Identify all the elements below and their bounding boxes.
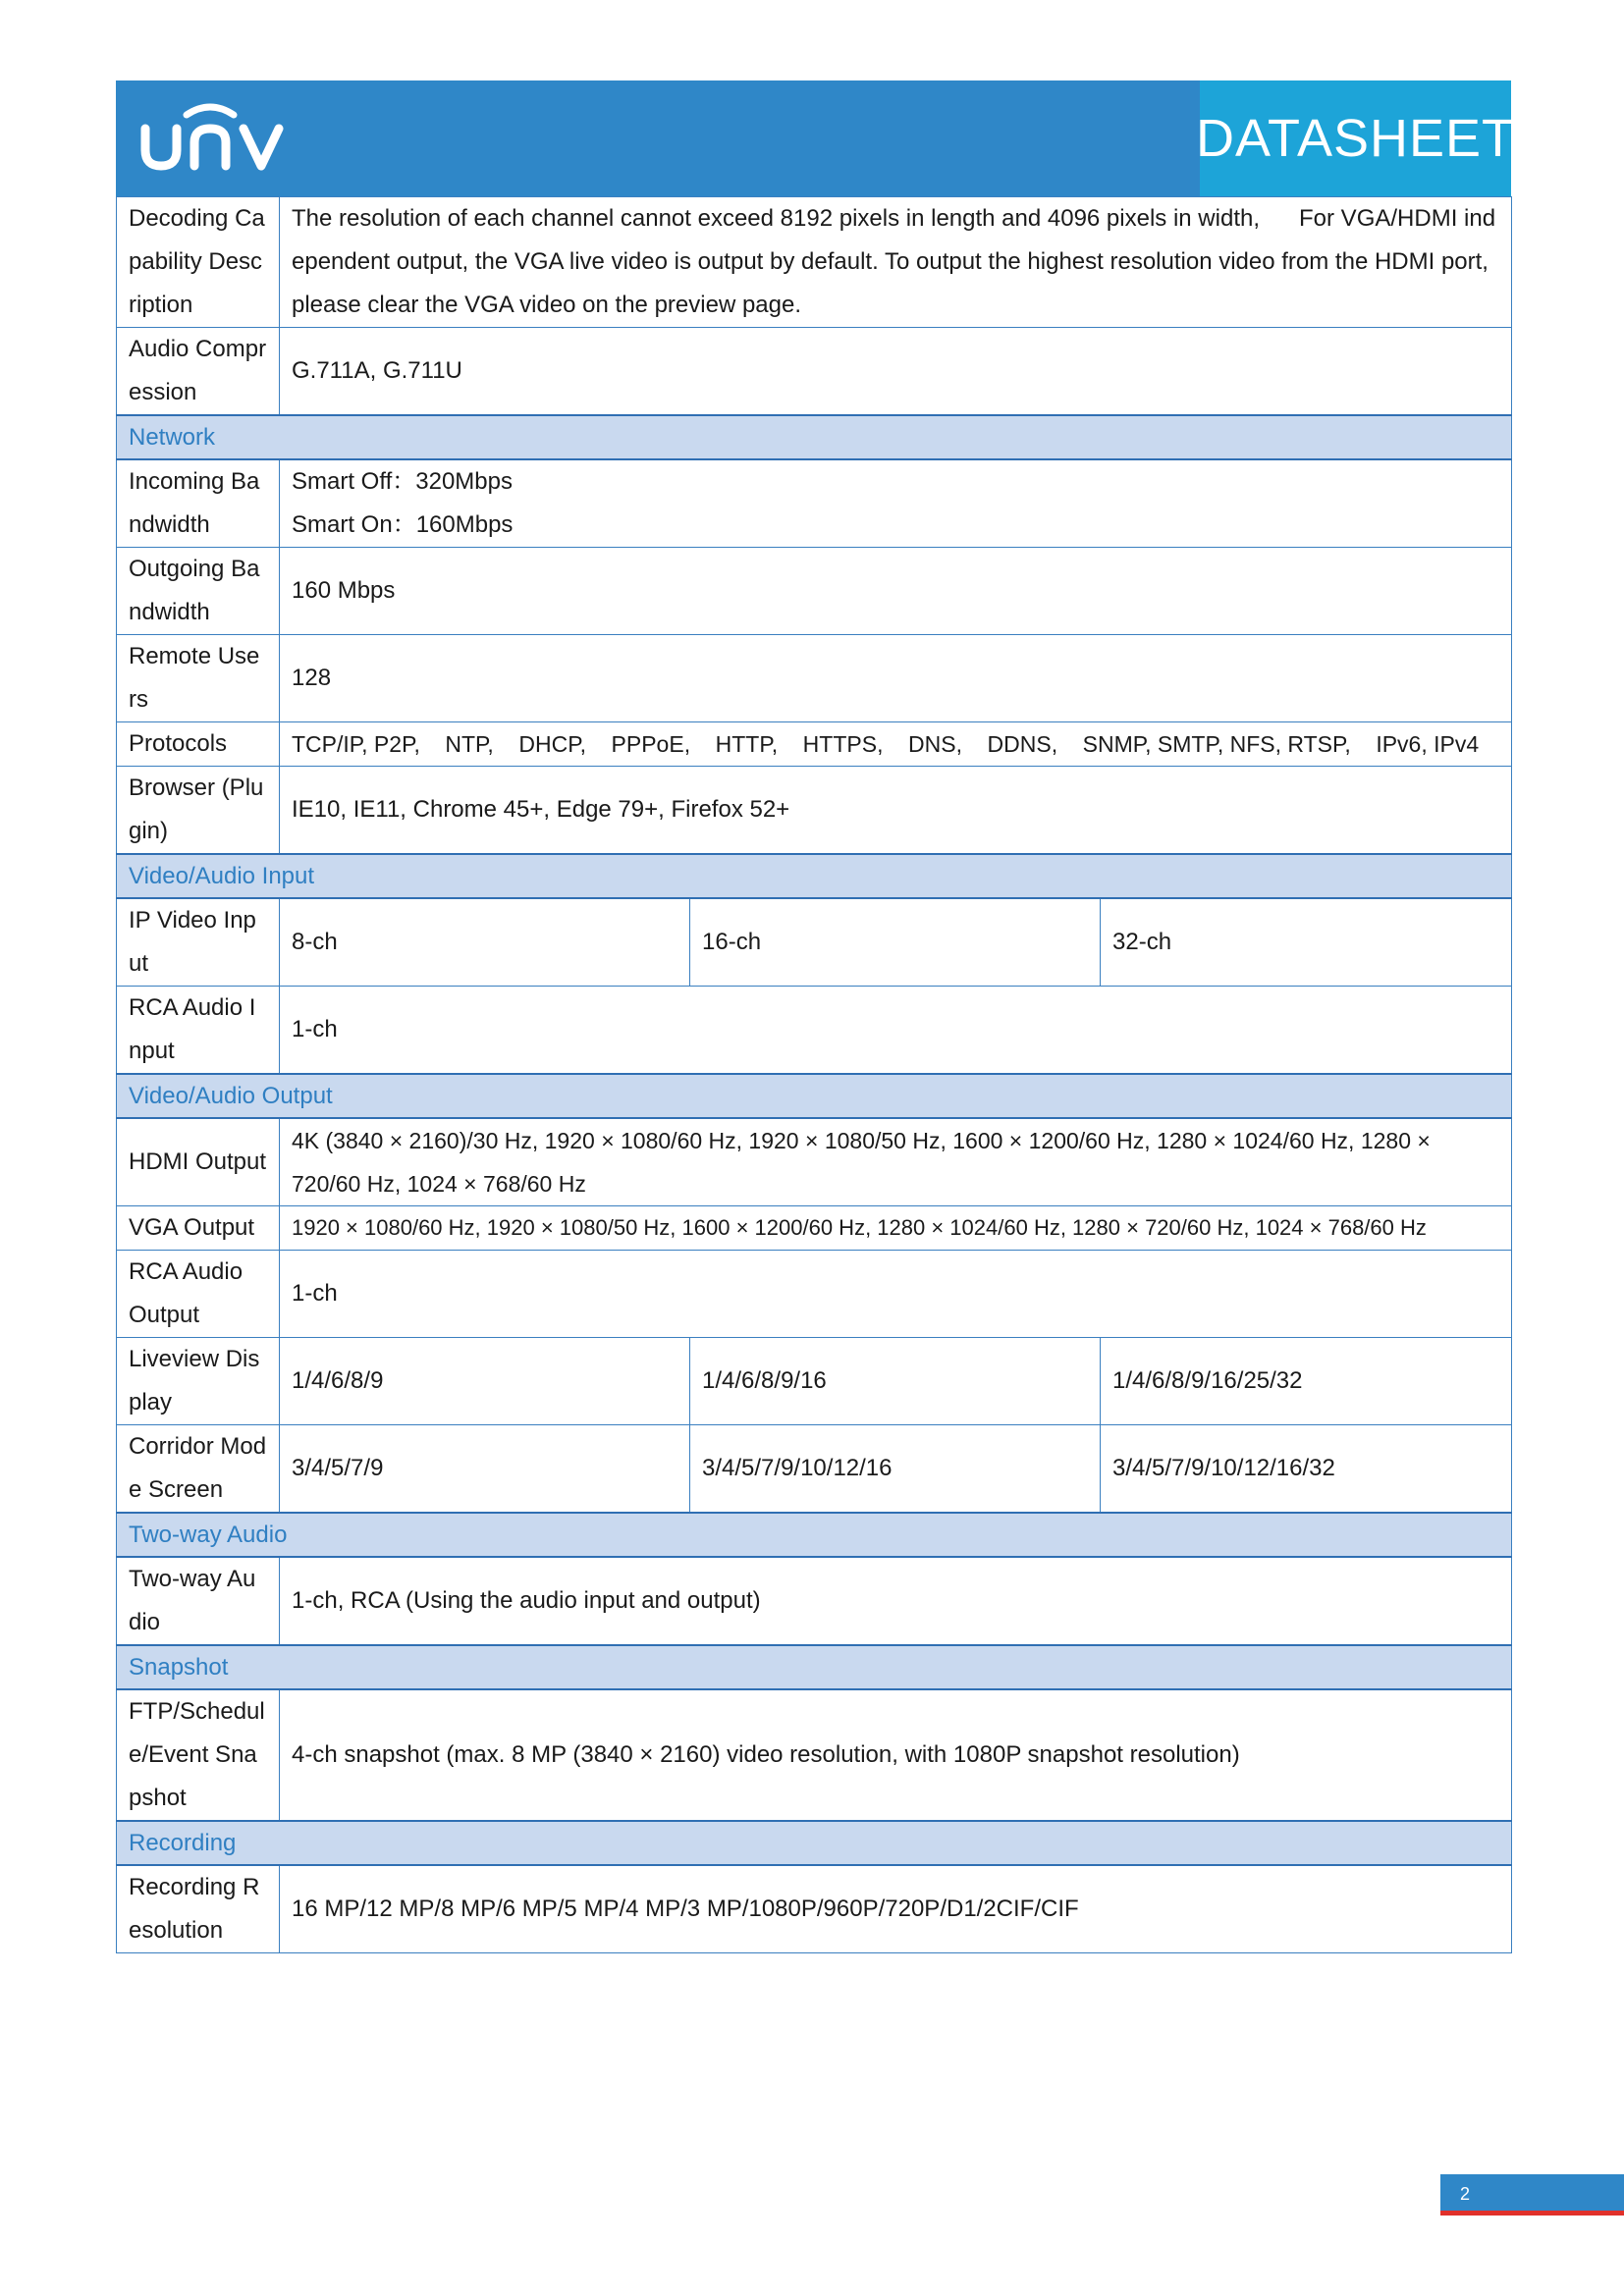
page-number-underline: [1440, 2211, 1624, 2216]
spec-value: 1920 × 1080/60 Hz, 1920 × 1080/50 Hz, 1600 × 1200/60 Hz, 1280 × 1024/60 Hz, 1280 × 720/60 Hz, 1024 × 768/60 Hz: [280, 1206, 1512, 1251]
spec-value: 8-ch: [280, 898, 690, 987]
spec-value: 128: [280, 635, 1512, 722]
spec-row-recording-resolution: [117, 1865, 1512, 1953]
datasheet-header: [116, 80, 1516, 196]
spec-value: [280, 459, 1512, 548]
spec-value: 4-ch snapshot (max. 8 MP (3840 × 2160) video resolution, with 1080P snapshot resolution): [280, 1689, 1512, 1821]
spec-label: RCA Audio Output: [117, 1251, 280, 1338]
section-title: Video/Audio Input: [117, 854, 1512, 898]
spec-row-outgoing-bandwidth: [117, 548, 1512, 635]
unv-logo-icon: [139, 99, 287, 178]
spec-label: Two-way Audio: [117, 1557, 280, 1645]
spec-value-line: Smart On：160Mbps: [292, 511, 514, 538]
spec-value: IE10, IE11, Chrome 45+, Edge 79+, Firefox 52+: [280, 767, 1512, 855]
spec-value: 160 Mbps: [280, 548, 1512, 635]
spec-value: 4K (3840 × 2160)/30 Hz, 1920 × 1080/60 Hz, 1920 × 1080/50 Hz, 1600 × 1200/60 Hz, 1280 × 1024/60 Hz, 1280 × 720/60 Hz, 1024 × 768/60 Hz: [280, 1118, 1512, 1206]
spec-label: Recording Resolution: [117, 1865, 280, 1953]
spec-label: Incoming Bandwidth: [117, 459, 280, 548]
page-number: 2: [1440, 2174, 1624, 2214]
spec-row-two-way-audio: [117, 1557, 1512, 1645]
spec-row-hdmi-output: [117, 1118, 1512, 1206]
spec-value: G.711A, G.711U: [280, 328, 1512, 416]
section-title: Two-way Audio: [117, 1513, 1512, 1557]
spec-row-browser: [117, 767, 1512, 855]
brand-logo: [116, 80, 1200, 196]
section-title: Video/Audio Output: [117, 1074, 1512, 1118]
spec-label: Audio Compression: [117, 328, 280, 416]
section-video-audio-input: [117, 854, 1512, 898]
spec-value: 1-ch, RCA (Using the audio input and output): [280, 1557, 1512, 1645]
spec-row-protocols: [117, 722, 1512, 767]
spec-label: Browser (Plugin): [117, 767, 280, 855]
spec-label: VGA Output: [117, 1206, 280, 1251]
spec-row-ip-video-input: [117, 898, 1512, 987]
spec-label: Decoding Capability Description: [117, 197, 280, 328]
spec-label: Liveview Display: [117, 1338, 280, 1425]
spec-value: TCP/IP, P2P, NTP, DHCP, PPPoE, HTTP, HTTPS, DNS, DDNS, SNMP, SMTP, NFS, RTSP, IPv6, IPv4: [280, 722, 1512, 767]
datasheet-badge: [1195, 80, 1516, 196]
spec-value: 3/4/5/7/9/10/12/16: [690, 1425, 1101, 1514]
spec-label: RCA Audio Input: [117, 987, 280, 1075]
section-two-way-audio: [117, 1513, 1512, 1557]
spec-value: 1/4/6/8/9: [280, 1338, 690, 1425]
spec-value-line: Smart Off：320Mbps: [292, 468, 513, 495]
spec-row-decoding: [117, 197, 1512, 328]
spec-value: 16 MP/12 MP/8 MP/6 MP/5 MP/4 MP/3 MP/1080P/960P/720P/D1/2CIF/CIF: [280, 1865, 1512, 1953]
spec-label: HDMI Output: [117, 1118, 280, 1206]
spec-value: The resolution of each channel cannot exceed 8192 pixels in length and 4096 pixels in width, For VGA/HDMI independent output, the VGA live video is output by default. To output the highest resolution video from the HDMI port, please clear the VGA video on the preview page.: [280, 197, 1512, 328]
spec-row-rca-audio-input: [117, 987, 1512, 1075]
spec-label: IP Video Input: [117, 898, 280, 987]
spec-row-snapshot: [117, 1689, 1512, 1821]
spec-value: 1-ch: [280, 987, 1512, 1075]
spec-label: Remote Users: [117, 635, 280, 722]
section-video-audio-output: [117, 1074, 1512, 1118]
spec-value: 1-ch: [280, 1251, 1512, 1338]
spec-table: [116, 196, 1512, 1953]
spec-row-liveview-display: [117, 1338, 1512, 1425]
datasheet-title: DATASHEET: [1195, 109, 1516, 168]
spec-label: FTP/Schedule/Event Snapshot: [117, 1689, 280, 1821]
section-title: Snapshot: [117, 1645, 1512, 1689]
section-network: [117, 415, 1512, 459]
spec-label: Corridor Mode Screen: [117, 1425, 280, 1514]
spec-value: 1/4/6/8/9/16/25/32: [1101, 1338, 1512, 1425]
spec-label: Protocols: [117, 722, 280, 767]
spec-value: 32-ch: [1101, 898, 1512, 987]
spec-value: 3/4/5/7/9: [280, 1425, 690, 1514]
spec-value: 1/4/6/8/9/16: [690, 1338, 1101, 1425]
spec-row-corridor-mode: [117, 1425, 1512, 1514]
section-title: Recording: [117, 1821, 1512, 1865]
spec-row-vga-output: [117, 1206, 1512, 1251]
section-title: Network: [117, 415, 1512, 459]
section-snapshot: [117, 1645, 1512, 1689]
spec-value: 3/4/5/7/9/10/12/16/32: [1101, 1425, 1512, 1514]
section-recording: [117, 1821, 1512, 1865]
spec-row-audio-compression: [117, 328, 1512, 416]
spec-row-remote-users: [117, 635, 1512, 722]
spec-label: Outgoing Bandwidth: [117, 548, 280, 635]
spec-value: 16-ch: [690, 898, 1101, 987]
spec-row-incoming-bandwidth: [117, 459, 1512, 548]
spec-row-rca-audio-output: [117, 1251, 1512, 1338]
